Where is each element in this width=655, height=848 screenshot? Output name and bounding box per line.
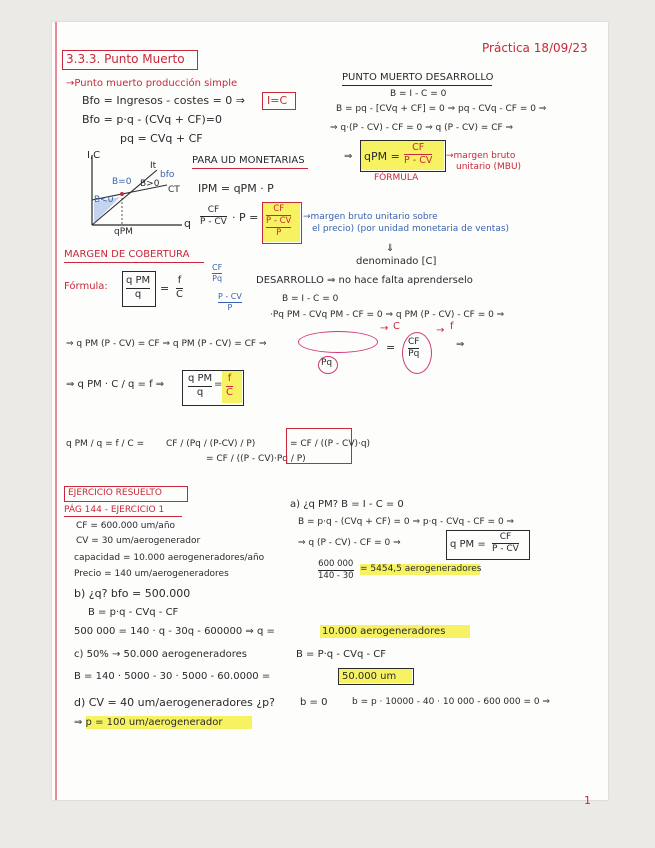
d-question: d) CV = 40 um/aerogeneradores ¿p? <box>74 696 275 709</box>
dev3-c: C <box>393 321 400 332</box>
right-line2: B = pq - [CVq + CF] = 0 ⇒ pq - CVq - CF = 0 ⇒ <box>336 104 547 114</box>
b-line1: B = p·q - CVq - CF <box>88 607 179 618</box>
c-line: B = 140 · 5000 - 30 · 5000 - 60.0000 = <box>74 671 271 682</box>
units-heading-underline <box>192 168 308 169</box>
qpm-over-q-top: q PM <box>126 275 151 286</box>
b-line2: 500 000 = 140 · q - 30q - 600000 ⇒ q = <box>74 626 275 637</box>
graph-y-axis-label: I,C <box>87 150 101 161</box>
pcv-over-p <box>218 293 242 313</box>
dev-line1: B = I - C = 0 <box>282 294 339 304</box>
a-calc-fraction-bottom: 140 - 30 <box>318 570 354 581</box>
desarrollo-note: DESARROLLO ⇒ no hace falta aprenderselo <box>256 275 473 286</box>
mbu-arrow: →margen bruto <box>446 151 516 161</box>
cf-over-pq-bottom: Pq <box>212 274 223 284</box>
a-box-fraction <box>492 533 519 555</box>
boxed-f-over-c-bottom: C <box>226 386 233 398</box>
graph-it-label: It <box>150 161 157 171</box>
equals-sign: = <box>160 282 170 295</box>
margin-heading: MARGEN DE COBERTURA <box>64 249 190 260</box>
eq1: Bfo = Ingresos - costes = 0 ⇒ <box>82 94 246 107</box>
cf-over-pq-2-top: CF <box>408 337 420 347</box>
cf-fraction-bottom: P - CV <box>200 217 227 228</box>
mbu-arrow-2: unitario (MBU) <box>456 162 522 172</box>
dev3-arrow-f: → <box>436 325 445 336</box>
a-calc-fraction-top: 600 000 <box>318 559 354 569</box>
cf-over-pq-2 <box>408 338 419 360</box>
dev5-b: CF / (Pq / (P-CV) / P) <box>166 439 256 449</box>
d-result: ⇒ p = 100 um/aerogenerador <box>74 717 223 728</box>
equals-sign-2: = <box>386 341 396 354</box>
f-over-c-bottom: C <box>176 288 183 300</box>
eq3: pq = CVq + CF <box>120 132 203 145</box>
graph-bneg-label: B<0 <box>94 195 114 205</box>
f-over-c-top: f <box>177 275 182 286</box>
boxed-fraction-top: CF <box>273 204 285 214</box>
date: Práctica 18/09/23 <box>482 41 588 55</box>
subtitle: →Punto muerto producción simple <box>66 78 238 89</box>
graph-it-sub-label: bfo <box>160 170 175 180</box>
boxed-qpm-over-q <box>188 374 212 398</box>
dev5-c: = CF / ((P - CV)·Pq / P) <box>206 454 306 464</box>
equals-sign-3: = <box>214 379 223 390</box>
c-question: c) 50% → 50.000 aerogeneradores <box>74 649 247 660</box>
cf-over-pq-top: CF <box>212 263 223 272</box>
d-b0: b = 0 <box>300 697 328 708</box>
boxed-fraction-bottom: P <box>276 227 282 238</box>
a-calc-fraction <box>318 560 354 581</box>
dev3-pq: Pq <box>321 358 333 368</box>
b-question: b) ¿q? bfo = 500.000 <box>74 587 191 600</box>
denominated: denominado [C] <box>356 256 437 267</box>
times-p: · P = <box>232 211 259 224</box>
margin-line <box>55 22 57 800</box>
boxed-qpm-over-q-top: q PM <box>188 373 213 384</box>
qpm-fraction-top: CF <box>412 142 425 153</box>
graph-qpm-label: qPM <box>114 227 133 237</box>
cf-over-pq-2-bottom: Pq <box>408 349 420 360</box>
dev4: ⇒ q PM · C / q = f ⇒ <box>66 379 165 390</box>
eq2: Bfo = p·q - (CVq + CF)=0 <box>82 113 222 126</box>
right-heading-underline <box>342 85 492 86</box>
units-heading: PARA UD MONETARIAS <box>192 155 305 166</box>
graph-b0-label: B=0 <box>112 177 132 187</box>
boxed-f-over-c <box>226 374 233 398</box>
right-arrow: ⇒ <box>344 151 353 162</box>
boxed-f-over-c-top: f <box>227 373 232 384</box>
exercise-cf: CF = 600.000 um/año <box>76 521 176 531</box>
qpm-fraction <box>404 143 432 166</box>
a-box-fraction-bottom: P - CV <box>492 544 519 555</box>
dev3-circle <box>298 331 378 353</box>
graph-ct-label: CT <box>168 185 180 195</box>
dev3-implies: ⇒ <box>456 339 465 350</box>
right-heading: PUNTO MUERTO DESARROLLO <box>342 72 494 83</box>
formula-label: Fórmula: <box>64 281 108 292</box>
qpm-label: qPM = <box>364 150 400 163</box>
dev5-d: = CF / ((P - CV)·q) <box>290 439 371 449</box>
exercise-ref: PÁG 144 - EJERCICIO 1 <box>64 505 165 515</box>
a-line2: ⇒ q (P - CV) - CF = 0 ⇒ <box>298 538 401 548</box>
page-number: 1 <box>584 794 591 807</box>
exercise-ref-underline <box>64 516 182 517</box>
eq1-box-text: I=C <box>267 94 288 107</box>
dev-line3: ⇒ q PM (P - CV) = CF ⇒ q PM (P - CV) = CF ⇒ <box>66 339 267 349</box>
dev5-a: q PM / q = f / C = <box>66 439 145 449</box>
ipm-equation: IPM = qPM · P <box>198 182 274 195</box>
a-line1: B = p·q - (CVq + CF) = 0 ⇒ p·q - CVq - CF = 0 ⇒ <box>298 517 515 527</box>
mbu-note-line2: el precio) (por unidad monetaria de ventas) <box>312 224 510 234</box>
cf-fraction <box>200 206 227 228</box>
right-line3: ⇒ q·(P - CV) - CF = 0 ⇒ q (P - CV) = CF ⇒ <box>330 123 514 133</box>
margin-heading-underline <box>64 262 204 263</box>
exercise-price: Precio = 140 um/aerogeneradores <box>74 569 229 579</box>
c-formula: B = P·q - CVq - CF <box>296 649 386 660</box>
a-question: a) ¿q PM? B = I - C = 0 <box>290 499 404 510</box>
pcv-over-p-top: P - CV <box>218 292 242 301</box>
graph-x-axis-label: q <box>184 217 191 230</box>
qpm-fraction-bottom: P - CV <box>404 154 433 166</box>
pcv-over-p-bottom: P <box>227 303 233 313</box>
a-box-fraction-top: CF <box>499 532 512 542</box>
boxed-qpm-over-q-bottom: q <box>196 386 204 398</box>
dev3-arrow-c: → <box>380 323 389 334</box>
boxed-fraction-mid: P - CV <box>266 215 292 226</box>
exercise-heading: EJERCICIO RESUELTO <box>68 488 162 498</box>
dev3-f: f <box>450 321 454 332</box>
b-result: 10.000 aerogeneradores <box>322 626 446 637</box>
right-line1: B = I - C = 0 <box>390 89 447 99</box>
c-result: 50.000 um <box>342 671 397 682</box>
graph-bpos-label: B>0 <box>140 179 160 189</box>
qpm-over-q-bottom: q <box>134 288 142 300</box>
down-arrow: ⇓ <box>386 243 395 254</box>
d-line: b = p · 10000 - 40 · 10 000 - 600 000 = 0 ⇒ <box>352 697 550 707</box>
exercise-capacity: capacidad = 10.000 aerogeneradores/año <box>74 553 265 563</box>
dev-line2: ·Pq PM - CVq PM - CF = 0 ⇒ q PM (P - CV) - CF = 0 ⇒ <box>270 310 505 320</box>
exercise-cv: CV = 30 um/aerogenerador <box>76 536 201 546</box>
qpm-over-q <box>126 276 150 300</box>
formula-caption: FÓRMULA <box>374 173 419 183</box>
section-title: 3.3.3. Punto Muerto <box>66 52 185 66</box>
boxed-fraction <box>266 205 291 238</box>
cf-over-pq <box>212 264 222 284</box>
cf-fraction-top: CF <box>207 205 220 215</box>
a-result: = 5454,5 aerogeneradores <box>360 564 482 574</box>
mbu-note-line1: →margen bruto unitario sobre <box>303 212 438 222</box>
a-box-lhs: q PM = <box>450 539 486 550</box>
f-over-c <box>176 276 183 300</box>
